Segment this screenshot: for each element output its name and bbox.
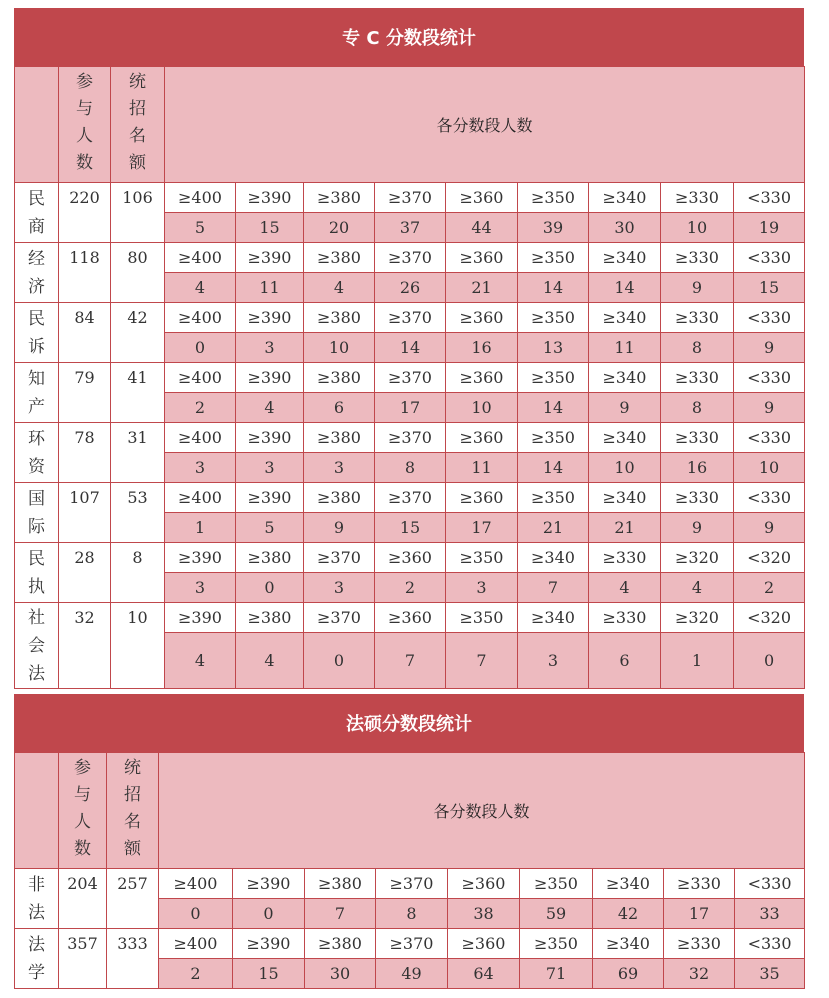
score-range: ≥370 [375,363,446,393]
score-range: ≥360 [446,303,518,333]
count-value: 7 [518,573,589,603]
score-range: ≥400 [165,363,236,393]
major-name: 民 诉 [15,303,59,363]
score-range: ≥380 [305,869,376,899]
count-value: 1 [661,633,734,689]
score-range: ≥360 [375,603,446,633]
count-value: 9 [304,513,375,543]
participants-value: 28 [59,543,111,603]
score-range: ≥340 [589,303,661,333]
count-value: 21 [446,273,518,303]
count-value: 4 [236,393,304,423]
count-value: 9 [661,513,734,543]
count-value: 0 [304,633,375,689]
score-range: ≥370 [375,243,446,273]
quota-value: 333 [107,929,159,989]
range-row [15,483,805,513]
count-value: 39 [518,213,589,243]
count-value: 15 [734,273,805,303]
score-range: ≥380 [304,183,375,213]
count-value: 30 [305,959,376,989]
quota-value: 106 [111,183,165,243]
score-range: ≥390 [165,543,236,573]
score-range: ≥400 [165,303,236,333]
count-value: 42 [593,899,664,929]
score-range: ≥400 [159,929,233,959]
score-range: ≥340 [593,929,664,959]
count-value: 14 [518,273,589,303]
range-row [15,183,805,213]
score-range: ≥380 [236,603,304,633]
range-row [15,303,805,333]
major-name: 经 济 [15,243,59,303]
major-name: 民 商 [15,183,59,243]
count-value: 3 [165,453,236,483]
score-range: ≥380 [304,243,375,273]
count-value: 37 [375,213,446,243]
score-range: ≥350 [518,183,589,213]
score-range: ≥330 [589,603,661,633]
count-value: 5 [165,213,236,243]
score-range: ≥400 [165,243,236,273]
count-value: 8 [661,393,734,423]
score-range: ≥330 [661,483,734,513]
score-range: <330 [735,929,805,959]
count-value: 3 [304,453,375,483]
count-value: 17 [664,899,735,929]
score-range: ≥400 [165,483,236,513]
count-value: 3 [236,333,304,363]
range-row [15,423,805,453]
count-value: 64 [448,959,520,989]
score-range: ≥350 [520,869,593,899]
score-range: ≥370 [376,929,448,959]
count-value: 11 [236,273,304,303]
major-name: 社 会 法 [15,603,59,689]
header-quota: 统 招 名 额 [111,67,165,183]
score-range: ≥400 [165,183,236,213]
count-value: 3 [165,573,236,603]
major-name: 国 际 [15,483,59,543]
score-range: ≥390 [236,483,304,513]
count-value: 71 [520,959,593,989]
score-range: ≥350 [446,543,518,573]
count-value: 10 [446,393,518,423]
score-range: ≥380 [304,303,375,333]
count-value: 3 [518,633,589,689]
score-range: ≥360 [446,243,518,273]
score-range: ≥340 [589,483,661,513]
count-value: 11 [589,333,661,363]
score-range: ≥360 [375,543,446,573]
score-range: ≥340 [589,363,661,393]
participants-value: 357 [59,929,107,989]
score-range: ≥350 [518,303,589,333]
participants-value: 204 [59,869,107,929]
score-range: ≥370 [304,543,375,573]
score-range: ≥350 [520,929,593,959]
count-value: 9 [589,393,661,423]
count-value: 16 [446,333,518,363]
count-value: 3 [236,453,304,483]
count-value: 7 [305,899,376,929]
count-value: 49 [376,959,448,989]
count-value: 5 [236,513,304,543]
score-range: ≥360 [446,483,518,513]
participants-value: 84 [59,303,111,363]
count-value: 14 [375,333,446,363]
range-row [15,543,805,573]
score-range: ≥390 [236,303,304,333]
count-value: 15 [375,513,446,543]
quota-value: 80 [111,243,165,303]
table1 [14,66,805,689]
score-range: ≥320 [661,543,734,573]
score-range: ≥360 [448,929,520,959]
score-range: ≥360 [448,869,520,899]
quota-value: 10 [111,603,165,689]
count-value: 4 [304,273,375,303]
score-range: ≥340 [593,869,664,899]
count-value: 2 [159,959,233,989]
count-value: 35 [735,959,805,989]
score-range: ≥330 [661,183,734,213]
quota-value: 42 [111,303,165,363]
count-value: 30 [589,213,661,243]
count-value: 7 [446,633,518,689]
score-range: <320 [734,603,805,633]
count-value: 17 [446,513,518,543]
count-value: 33 [735,899,805,929]
count-value: 69 [593,959,664,989]
table2 [14,752,805,989]
quota-value: 41 [111,363,165,423]
score-range: ≥390 [236,243,304,273]
score-range: ≥330 [661,363,734,393]
score-range: ≥360 [446,183,518,213]
count-value: 2 [375,573,446,603]
score-range: ≥350 [518,423,589,453]
major-name: 法 学 [15,929,59,989]
score-range: ≥350 [518,363,589,393]
count-value: 8 [376,899,448,929]
range-row [15,363,805,393]
count-value: 8 [661,333,734,363]
count-value: 59 [520,899,593,929]
count-value: 9 [661,273,734,303]
score-range: ≥370 [376,869,448,899]
score-range: ≥390 [233,929,305,959]
header-segments: 各分数段人数 [165,67,805,183]
score-range: <320 [734,543,805,573]
count-value: 0 [734,633,805,689]
count-value: 11 [446,453,518,483]
score-range: ≥340 [589,243,661,273]
score-range: ≥350 [446,603,518,633]
score-range: ≥340 [589,423,661,453]
score-range: ≥380 [304,363,375,393]
score-range: ≥340 [518,603,589,633]
count-value: 20 [304,213,375,243]
count-value: 21 [589,513,661,543]
quota-value: 31 [111,423,165,483]
header-participants: 参 与 人 数 [59,753,107,869]
count-value: 15 [236,213,304,243]
score-range: <330 [734,363,805,393]
score-range: ≥400 [159,869,233,899]
count-value: 3 [446,573,518,603]
quota-value: 8 [111,543,165,603]
participants-value: 79 [59,363,111,423]
score-range: <330 [734,483,805,513]
count-value: 6 [589,633,661,689]
quota-value: 53 [111,483,165,543]
range-row [15,243,805,273]
count-value: 16 [661,453,734,483]
count-value: 4 [165,273,236,303]
score-range: ≥380 [304,423,375,453]
count-value: 10 [734,453,805,483]
count-value: 9 [734,513,805,543]
score-range: ≥370 [375,423,446,453]
count-value: 44 [446,213,518,243]
participants-value: 107 [59,483,111,543]
score-range: ≥330 [589,543,661,573]
score-range: ≥370 [375,183,446,213]
count-value: 17 [375,393,446,423]
score-range: ≥370 [304,603,375,633]
range-row [15,869,805,899]
score-range: ≥370 [375,483,446,513]
count-value: 10 [304,333,375,363]
score-range: <330 [734,243,805,273]
header-quota: 统 招 名 额 [107,753,159,869]
count-value: 38 [448,899,520,929]
count-value: 9 [734,393,805,423]
count-value: 14 [518,453,589,483]
range-row [15,929,805,959]
count-value: 15 [233,959,305,989]
score-range: ≥360 [446,423,518,453]
score-range: ≥330 [661,423,734,453]
score-range: ≥390 [236,423,304,453]
score-range: ≥330 [661,243,734,273]
count-value: 14 [518,393,589,423]
count-value: 10 [589,453,661,483]
score-range: ≥400 [165,423,236,453]
score-range: ≥390 [165,603,236,633]
count-value: 0 [159,899,233,929]
score-range: ≥320 [661,603,734,633]
score-range: ≥370 [375,303,446,333]
header-segments: 各分数段人数 [159,753,805,869]
score-range: ≥330 [664,869,735,899]
count-value: 21 [518,513,589,543]
corner-cell [15,753,59,869]
score-range: <330 [734,423,805,453]
table2-title: 法硕分数段统计 [14,694,804,752]
count-value: 8 [375,453,446,483]
range-row [15,603,805,633]
count-value: 19 [734,213,805,243]
participants-value: 118 [59,243,111,303]
score-range: ≥350 [518,243,589,273]
score-range: ≥340 [518,543,589,573]
score-range: <330 [735,869,805,899]
count-value: 0 [165,333,236,363]
count-value: 9 [734,333,805,363]
count-value: 3 [304,573,375,603]
major-name: 知 产 [15,363,59,423]
header-participants: 参 与 人 数 [59,67,111,183]
count-value: 32 [664,959,735,989]
participants-value: 78 [59,423,111,483]
count-value: 2 [734,573,805,603]
score-range: ≥380 [304,483,375,513]
score-range: <330 [734,303,805,333]
score-range: ≥380 [236,543,304,573]
count-value: 0 [233,899,305,929]
major-name: 非 法 [15,869,59,929]
quota-value: 257 [107,869,159,929]
score-range: <330 [734,183,805,213]
score-range: ≥340 [589,183,661,213]
participants-value: 220 [59,183,111,243]
major-name: 民 执 [15,543,59,603]
score-range: ≥350 [518,483,589,513]
table1-title: 专 C 分数段统计 [14,8,804,66]
count-value: 6 [304,393,375,423]
score-range: ≥390 [236,363,304,393]
count-value: 4 [661,573,734,603]
score-range: ≥360 [446,363,518,393]
count-value: 14 [589,273,661,303]
count-value: 26 [375,273,446,303]
participants-value: 32 [59,603,111,689]
count-value: 0 [236,573,304,603]
count-value: 7 [375,633,446,689]
count-value: 4 [165,633,236,689]
count-value: 4 [236,633,304,689]
major-name: 环 资 [15,423,59,483]
count-value: 1 [165,513,236,543]
score-range: ≥330 [664,929,735,959]
count-value: 2 [165,393,236,423]
count-value: 4 [589,573,661,603]
count-value: 10 [661,213,734,243]
score-range: ≥380 [305,929,376,959]
score-range: ≥330 [661,303,734,333]
count-value: 13 [518,333,589,363]
score-range: ≥390 [233,869,305,899]
score-range: ≥390 [236,183,304,213]
corner-cell [15,67,59,183]
